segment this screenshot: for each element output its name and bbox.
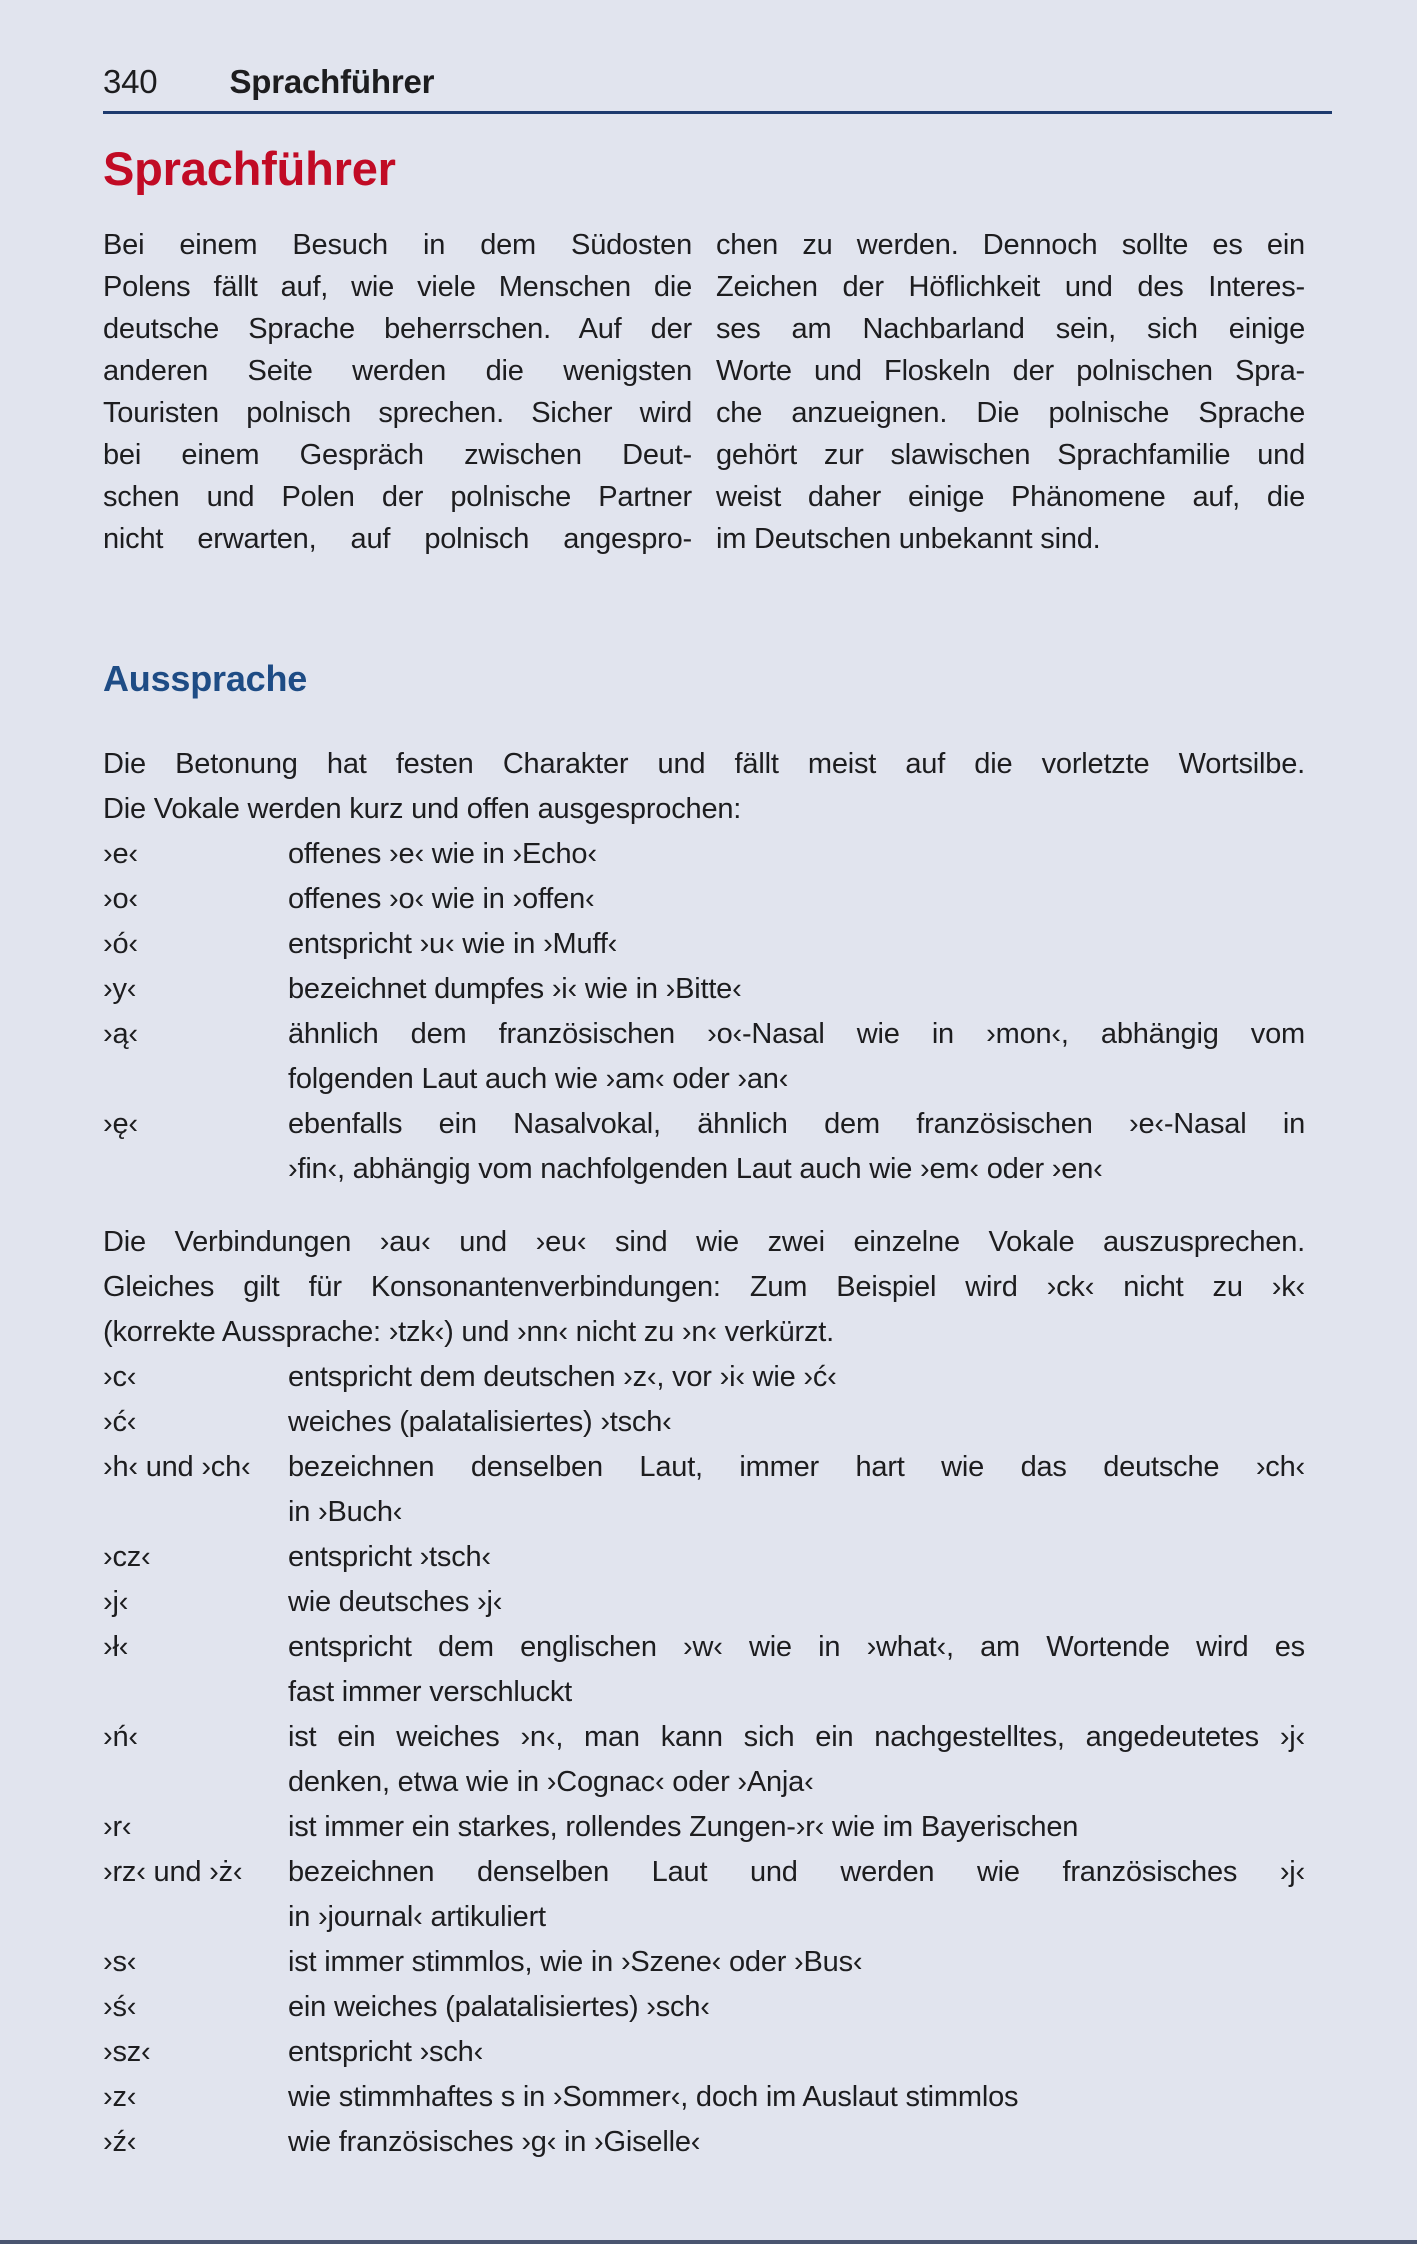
entry-term: ›o‹: [103, 883, 138, 915]
text-line: ›fin‹, abhängig vom nachfolgenden Laut auch wie ›em‹ oder ›en‹: [288, 1153, 1103, 1185]
entry-definition: [288, 1805, 1305, 1850]
entry-term: ›s‹: [103, 1946, 137, 1978]
text-line: Gleiches gilt für Konsonantenverbindungen: Zum Beispiel wird ›ck‹ nicht zu ›k‹: [103, 1271, 1305, 1303]
pronunciation-entry: [103, 1985, 1305, 2030]
entry-term: ›ń‹: [103, 1721, 138, 1753]
entry-definition: [288, 1625, 1305, 1715]
text-line: anderen Seite werden die wenigsten: [103, 355, 692, 387]
entry-definition: [288, 1940, 1305, 1985]
entry-definition: [288, 2030, 1305, 2075]
pronunciation-entry: [103, 1805, 1305, 1850]
text-line: fast immer verschluckt: [288, 1676, 573, 1708]
entry-term: ›ł‹: [103, 1631, 129, 1663]
text-line: ähnlich dem französischen ›o‹-Nasal wie in ›mon‹, abhängig vom: [288, 1018, 1305, 1050]
entry-definition: [288, 1355, 1305, 1400]
text-line: in ›journal‹ artikuliert: [288, 1901, 546, 1933]
intro-columns: [103, 224, 1305, 560]
entry-definition: [288, 1012, 1305, 1102]
text-line: bezeichnet dumpfes ›i‹ wie in ›Bitte‹: [288, 973, 742, 1005]
intro-column-right: [716, 224, 1305, 560]
entry-definition: [288, 1850, 1305, 1940]
text-line: im Deutschen unbekannt sind.: [716, 523, 1101, 555]
intro-column-left: [103, 224, 692, 560]
text-line: ebenfalls ein Nasalvokal, ähnlich dem französischen ›e‹-Nasal in: [288, 1108, 1305, 1140]
text-line: Die Vokale werden kurz und offen ausgesprochen:: [103, 793, 742, 825]
text-line: entspricht ›sch‹: [288, 2036, 484, 2068]
text-line: entspricht dem englischen ›w‹ wie in ›what‹, am Wortende wird es: [288, 1631, 1305, 1663]
entry-definition: [288, 1445, 1305, 1535]
vowel-entries: [103, 832, 1305, 1192]
pronunciation-entry: [103, 1940, 1305, 1985]
text-line: Die Betonung hat festen Charakter und fällt meist auf die vorletzte Wortsilbe.: [103, 748, 1305, 780]
text-line: nicht erwarten, auf polnisch angespro-: [103, 523, 692, 555]
entry-definition: [288, 1715, 1305, 1805]
header-rule: [103, 111, 1332, 114]
pronunciation-entry: [103, 2075, 1305, 2120]
text-line: Bei einem Besuch in dem Südosten: [103, 229, 692, 261]
text-line: entspricht ›u‹ wie in ›Muff‹: [288, 928, 618, 960]
entry-definition: [288, 1580, 1305, 1625]
entry-term: ›z‹: [103, 2081, 137, 2113]
running-title: Sprachführer: [229, 63, 435, 100]
text-line: folgenden Laut auch wie ›am‹ oder ›an‹: [288, 1063, 789, 1095]
text-line: Worte und Floskeln der polnischen Spra-: [716, 355, 1305, 387]
text-line: entspricht ›tsch‹: [288, 1541, 491, 1573]
entry-term: ›sz‹: [103, 2036, 151, 2068]
pronunciation-entry: [103, 1850, 1305, 1940]
text-line: bei einem Gespräch zwischen Deut-: [103, 439, 692, 471]
consonant-entries: [103, 1355, 1305, 2165]
text-line: ist immer ein starkes, rollendes Zungen-›r‹ wie im Bayerischen: [288, 1811, 1079, 1843]
pronunciation-entry: [103, 1355, 1305, 1400]
pronunciation-entry: [103, 1625, 1305, 1715]
text-line: weiches (palatalisiertes) ›tsch‹: [288, 1406, 672, 1438]
text-line: entspricht dem deutschen ›z‹, vor ›i‹ wie ›ć‹: [288, 1361, 837, 1393]
consonant-note: [103, 1220, 1305, 1355]
text-line: ses am Nachbarland sein, sich einige: [716, 313, 1305, 345]
entry-definition: [288, 2120, 1305, 2165]
pronunciation-entry: [103, 1580, 1305, 1625]
entry-term: ›e‹: [103, 838, 138, 870]
text-line: in ›Buch‹: [288, 1496, 403, 1528]
text-line: ein weiches (palatalisiertes) ›sch‹: [288, 1991, 710, 2023]
text-line: bezeichnen denselben Laut, immer hart wie das deutsche ›ch‹: [288, 1451, 1305, 1483]
pronunciation-entry: [103, 1535, 1305, 1580]
text-line: wie französisches ›g‹ in ›Giselle‹: [288, 2126, 701, 2158]
entry-term: ›ć‹: [103, 1406, 137, 1438]
entry-definition: [288, 922, 1305, 967]
text-line: denken, etwa wie in ›Cognac‹ oder ›Anja‹: [288, 1766, 814, 1798]
page-bottom-rule: [0, 2240, 1417, 2244]
text-line: bezeichnen denselben Laut und werden wie französisches ›j‹: [288, 1856, 1305, 1888]
text-line: ist immer stimmlos, wie in ›Szene‹ oder ›Bus‹: [288, 1946, 863, 1978]
text-line: wie deutsches ›j‹: [288, 1586, 503, 1618]
text-line: gehört zur slawischen Sprachfamilie und: [716, 439, 1305, 471]
entry-term: ›rz‹ und ›ż‹: [103, 1856, 243, 1888]
entry-definition: [288, 2075, 1305, 2120]
page-title: Sprachführer: [103, 142, 396, 195]
section-title-aussprache: Aussprache: [103, 658, 308, 699]
entry-definition: [288, 832, 1305, 877]
text-line: Polens fällt auf, wie viele Menschen die: [103, 271, 692, 303]
pronunciation-entry: [103, 1400, 1305, 1445]
entry-term: ›j‹: [103, 1586, 129, 1618]
entry-definition: [288, 1102, 1305, 1192]
text-line: deutsche Sprache beherrschen. Auf der: [103, 313, 692, 345]
entry-term: ›ę‹: [103, 1108, 138, 1140]
pronunciation-entry: [103, 1012, 1305, 1102]
entry-term: ›ó‹: [103, 928, 138, 960]
text-line: offenes ›e‹ wie in ›Echo‹: [288, 838, 597, 870]
text-line: Zeichen der Höflichkeit und des Interes-: [716, 271, 1305, 303]
running-header: [103, 0, 1305, 102]
entry-term: ›r‹: [103, 1811, 132, 1843]
text-line: schen und Polen der polnische Partner: [103, 481, 692, 513]
pronunciation-entry: [103, 877, 1305, 922]
pronunciation-entry: [103, 2030, 1305, 2075]
entry-term: ›c‹: [103, 1361, 137, 1393]
text-line: (korrekte Aussprache: ›tzk‹) und ›nn‹ nicht zu ›n‹ verkürzt.: [103, 1316, 834, 1348]
page-number: 340: [103, 63, 158, 100]
text-line: offenes ›o‹ wie in ›offen‹: [288, 883, 595, 915]
entry-term: ›y‹: [103, 973, 137, 1005]
pronunciation-entry: [103, 1715, 1305, 1805]
entry-term: ›cz‹: [103, 1541, 151, 1573]
pronunciation-entry: [103, 922, 1305, 967]
entry-definition: [288, 877, 1305, 922]
entry-term: ›ź‹: [103, 2126, 137, 2158]
pronunciation-entry: [103, 967, 1305, 1012]
pronunciation-entry: [103, 1445, 1305, 1535]
text-line: Touristen polnisch sprechen. Sicher wird: [103, 397, 692, 429]
pronunciation-entry: [103, 832, 1305, 877]
pronunciation-entry: [103, 2120, 1305, 2165]
text-line: Die Verbindungen ›au‹ und ›eu‹ sind wie zwei einzelne Vokale auszusprechen.: [103, 1226, 1305, 1258]
entry-term: ›ą‹: [103, 1018, 138, 1050]
text-line: che anzueignen. Die polnische Sprache: [716, 397, 1305, 429]
entry-term: ›h‹ und ›ch‹: [103, 1451, 251, 1483]
text-line: weist daher einige Phänomene auf, die: [716, 481, 1305, 513]
text-line: wie stimmhaftes s in ›Sommer‹, doch im Auslaut stimmlos: [288, 2081, 1019, 2113]
pronunciation-intro: [103, 742, 1305, 832]
entry-definition: [288, 1535, 1305, 1580]
entry-definition: [288, 1985, 1305, 2030]
text-line: chen zu werden. Dennoch sollte es ein: [716, 229, 1305, 261]
text-line: ist ein weiches ›n‹, man kann sich ein nachgestelltes, angedeutetes ›j‹: [288, 1721, 1305, 1753]
entry-definition: [288, 967, 1305, 1012]
entry-term: ›ś‹: [103, 1991, 137, 2023]
pronunciation-entry: [103, 1102, 1305, 1192]
entry-definition: [288, 1400, 1305, 1445]
